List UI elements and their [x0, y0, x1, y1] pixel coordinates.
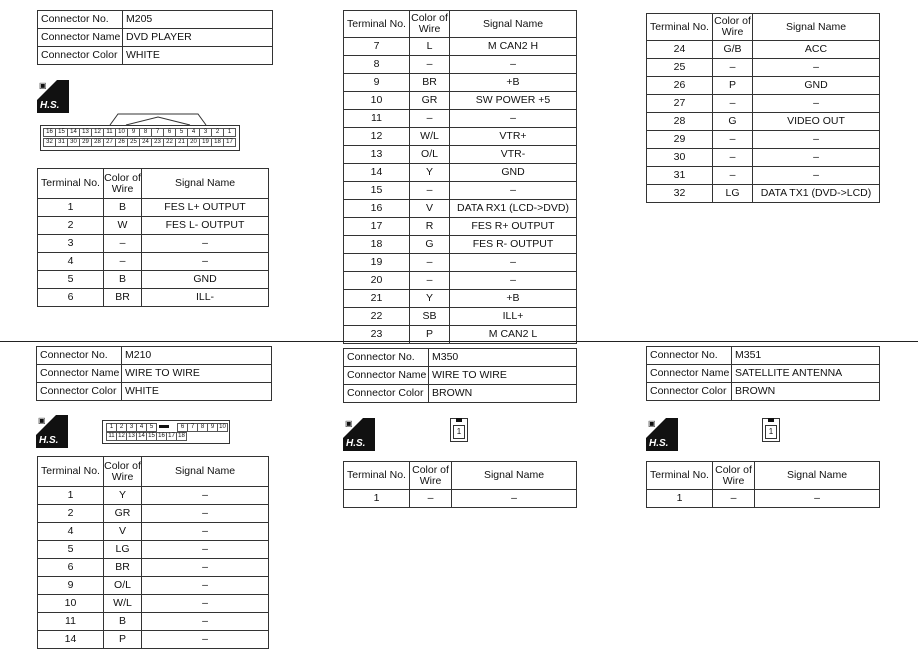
table-row — [38, 505, 269, 523]
terminal-no-cell: 10 — [344, 92, 410, 110]
terminal-no-cell: 3 — [38, 235, 104, 253]
wire-color-cell: – — [104, 235, 142, 253]
connector-pin: 14 — [136, 432, 147, 441]
info-row: Connector Color WHITE — [37, 383, 272, 401]
table-row — [38, 577, 269, 595]
table-row — [38, 271, 269, 289]
connector-pin: 6 — [177, 423, 188, 432]
car-icon: ▣ — [648, 419, 656, 428]
signal-name-cell: ILL+ — [450, 308, 577, 326]
terminal-no-cell: 11 — [344, 110, 410, 128]
terminal-no-cell: 20 — [344, 272, 410, 290]
wire-color-cell: W/L — [410, 128, 450, 146]
signal-name-cell: FES R- OUTPUT — [450, 236, 577, 254]
table-row — [38, 523, 269, 541]
car-icon: ▣ — [345, 419, 353, 428]
wire-color-cell: – — [713, 131, 753, 149]
terminal-no-cell: 29 — [647, 131, 713, 149]
terminal-no-cell: 31 — [647, 167, 713, 185]
connector-pin: 25 — [127, 138, 140, 147]
wire-color-cell: W/L — [104, 595, 142, 613]
table-row — [647, 77, 880, 95]
signal-name-cell: – — [450, 56, 577, 74]
connector-pin: 32 — [43, 138, 56, 147]
table-row — [344, 128, 577, 146]
table-row — [344, 236, 577, 254]
signal-name-cell: – — [755, 490, 880, 508]
signal-name-cell: – — [450, 110, 577, 128]
m210-connector-face — [102, 420, 230, 444]
connector-pin: 22 — [163, 138, 176, 147]
terminal-no-cell: 22 — [344, 308, 410, 326]
terminal-no-cell: 28 — [647, 113, 713, 131]
terminal-no-cell: 21 — [344, 290, 410, 308]
wire-color-cell: P — [104, 631, 142, 649]
connector-pin: 27 — [103, 138, 116, 147]
signal-name-cell: GND — [142, 271, 269, 289]
terminal-no-cell: 6 — [38, 559, 104, 577]
connector-pin: 9 — [127, 128, 140, 137]
connector-pin: 19 — [199, 138, 212, 147]
terminal-no-cell: 5 — [38, 541, 104, 559]
m210-info-table — [36, 346, 272, 401]
signal-name-cell: – — [450, 182, 577, 200]
terminal-no-cell: 1 — [344, 490, 410, 508]
table-row — [38, 631, 269, 649]
m351-connector-face — [762, 418, 780, 442]
wire-color-cell: B — [104, 271, 142, 289]
table-row — [38, 487, 269, 505]
connector-pin: 16 — [156, 432, 167, 441]
connector-pin: 13 — [126, 432, 137, 441]
info-row: Connector Color BROWN — [647, 383, 880, 401]
connector-pin: 11 — [106, 432, 117, 441]
wire-color-cell: R — [410, 218, 450, 236]
table-row — [344, 74, 577, 92]
hs-icon: ▣ H.S. — [37, 80, 69, 113]
wire-color-cell: – — [713, 490, 755, 508]
info-row: Connector Color WHITE — [38, 47, 273, 65]
key-mark-icon — [456, 418, 462, 422]
terminal-no-cell: 4 — [38, 523, 104, 541]
connector-pin: 28 — [91, 138, 104, 147]
wire-color-cell: V — [104, 523, 142, 541]
signal-name-cell: GND — [753, 77, 880, 95]
connector-pin: 30 — [67, 138, 80, 147]
terminal-no-cell: 4 — [38, 253, 104, 271]
terminal-no-cell: 32 — [647, 185, 713, 203]
m205-terminal-table-1 — [37, 168, 269, 307]
connector-pin: 24 — [139, 138, 152, 147]
connector-pin: 15 — [146, 432, 157, 441]
wire-color-cell: W — [104, 217, 142, 235]
wire-color-cell: BR — [410, 74, 450, 92]
connector-pin: 20 — [187, 138, 200, 147]
table-row — [344, 254, 577, 272]
pin-label: 1 — [453, 425, 465, 439]
signal-name-cell: – — [142, 253, 269, 271]
signal-name-cell: FES L+ OUTPUT — [142, 199, 269, 217]
table-row — [38, 235, 269, 253]
m351-info-table — [646, 346, 880, 401]
wire-color-cell: LG — [713, 185, 753, 203]
connector-pin: 15 — [55, 128, 68, 137]
connector-pin: 12 — [116, 432, 127, 441]
table-row — [344, 146, 577, 164]
table-header: Terminal No. Color of Wire Signal Name — [38, 457, 269, 487]
terminal-no-cell: 30 — [647, 149, 713, 167]
connector-pin: 9 — [207, 423, 218, 432]
connector-pin: 29 — [79, 138, 92, 147]
wire-color-cell: P — [410, 326, 450, 344]
terminal-no-cell: 18 — [344, 236, 410, 254]
info-row: Connector No. M350 — [344, 349, 577, 367]
terminal-no-cell: 15 — [344, 182, 410, 200]
hs-icon: ▣ H.S. — [343, 418, 375, 451]
table-row — [38, 289, 269, 307]
terminal-no-cell: 19 — [344, 254, 410, 272]
m205-connector-face — [40, 112, 240, 152]
connector-pin: 8 — [139, 128, 152, 137]
table-row — [647, 490, 880, 508]
connector-pin: 31 — [55, 138, 68, 147]
signal-name-cell: VIDEO OUT — [753, 113, 880, 131]
terminal-no-cell: 1 — [647, 490, 713, 508]
wire-color-cell: – — [713, 149, 753, 167]
connector-pin: 21 — [175, 138, 188, 147]
table-row — [344, 92, 577, 110]
signal-name-cell: – — [450, 272, 577, 290]
terminal-no-cell: 9 — [38, 577, 104, 595]
table-row — [344, 38, 577, 56]
wire-color-cell: P — [713, 77, 753, 95]
terminal-no-cell: 26 — [647, 77, 713, 95]
table-header: Terminal No. Color of Wire Signal Name — [647, 14, 880, 41]
car-icon: ▣ — [39, 81, 47, 90]
info-row: Connector Name DVD PLAYER — [38, 29, 273, 47]
wire-color-cell: – — [713, 59, 753, 77]
wire-color-cell: – — [410, 272, 450, 290]
wire-color-cell: BR — [104, 289, 142, 307]
m350-connector-face — [450, 418, 468, 442]
table-row — [38, 199, 269, 217]
terminal-no-cell: 6 — [38, 289, 104, 307]
signal-name-cell: – — [450, 254, 577, 272]
signal-name-cell: – — [142, 541, 269, 559]
info-row: Connector Name WIRE TO WIRE — [344, 367, 577, 385]
terminal-no-cell: 13 — [344, 146, 410, 164]
m350-info-table — [343, 348, 577, 403]
connector-pin: 18 — [176, 432, 187, 441]
wire-color-cell: G — [713, 113, 753, 131]
wire-color-cell: – — [104, 253, 142, 271]
signal-name-cell: – — [142, 505, 269, 523]
terminal-no-cell: 14 — [344, 164, 410, 182]
wire-color-cell: Y — [410, 164, 450, 182]
terminal-no-cell: 11 — [38, 613, 104, 631]
signal-name-cell: M CAN2 H — [450, 38, 577, 56]
wire-color-cell: GR — [104, 505, 142, 523]
connector-pin: 26 — [115, 138, 128, 147]
wire-color-cell: – — [713, 95, 753, 113]
signal-name-cell: – — [753, 167, 880, 185]
table-row — [38, 613, 269, 631]
wire-color-cell: – — [410, 490, 452, 508]
connector-pin: 4 — [187, 128, 200, 137]
table-row — [344, 490, 577, 508]
terminal-no-cell: 16 — [344, 200, 410, 218]
signal-name-cell: – — [142, 595, 269, 613]
signal-name-cell: ILL- — [142, 289, 269, 307]
wire-color-cell: V — [410, 200, 450, 218]
wire-color-cell: – — [410, 110, 450, 128]
signal-name-cell: +B — [450, 74, 577, 92]
table-row — [38, 559, 269, 577]
signal-name-cell: – — [142, 631, 269, 649]
terminal-no-cell: 14 — [38, 631, 104, 649]
connector-pin: 4 — [136, 423, 147, 432]
terminal-no-cell: 1 — [38, 487, 104, 505]
table-row — [647, 113, 880, 131]
signal-name-cell: – — [142, 487, 269, 505]
info-row: Connector Name WIRE TO WIRE — [37, 365, 272, 383]
wire-color-cell: O/L — [410, 146, 450, 164]
table-row — [647, 59, 880, 77]
table-row — [344, 56, 577, 74]
connector-pin: 5 — [175, 128, 188, 137]
table-row — [344, 308, 577, 326]
connector-pin: 7 — [151, 128, 164, 137]
signal-name-cell: – — [753, 59, 880, 77]
connector-pin: 3 — [126, 423, 137, 432]
terminal-no-cell: 27 — [647, 95, 713, 113]
connector-pin: 17 — [223, 138, 236, 147]
table-row — [647, 185, 880, 203]
table-header: Terminal No. Color of Wire Signal Name — [344, 462, 577, 490]
car-icon: ▣ — [38, 416, 46, 425]
wire-color-cell: GR — [410, 92, 450, 110]
pin-label: 1 — [765, 425, 777, 439]
hs-icon: ▣ H.S. — [36, 415, 68, 448]
info-row: Connector No. M210 — [37, 347, 272, 365]
table-row — [647, 131, 880, 149]
terminal-no-cell: 25 — [647, 59, 713, 77]
wire-color-cell: B — [104, 613, 142, 631]
table-row — [344, 110, 577, 128]
wire-color-cell: O/L — [104, 577, 142, 595]
signal-name-cell: SW POWER +5 — [450, 92, 577, 110]
connector-pin: 23 — [151, 138, 164, 147]
signal-name-cell: – — [142, 613, 269, 631]
wire-color-cell: – — [410, 254, 450, 272]
wire-color-cell: SB — [410, 308, 450, 326]
connector-pin: 5 — [146, 423, 157, 432]
table-header: Terminal No. Color of Wire Signal Name — [647, 462, 880, 490]
info-row: Connector Name SATELLITE ANTENNA — [647, 365, 880, 383]
wire-color-cell: G — [410, 236, 450, 254]
table-row — [647, 167, 880, 185]
m351-terminal-table — [646, 461, 880, 508]
signal-name-cell: – — [753, 149, 880, 167]
table-row — [38, 541, 269, 559]
connector-pin: 16 — [43, 128, 56, 137]
table-row — [344, 290, 577, 308]
terminal-no-cell: 23 — [344, 326, 410, 344]
terminal-no-cell: 9 — [344, 74, 410, 92]
connector-pin: 14 — [67, 128, 80, 137]
terminal-no-cell: 24 — [647, 41, 713, 59]
table-row — [344, 200, 577, 218]
connector-pin: 1 — [223, 128, 236, 137]
signal-name-cell: – — [753, 95, 880, 113]
connector-pin: 2 — [211, 128, 224, 137]
table-header: Terminal No. Color of Wire Signal Name — [344, 11, 577, 38]
signal-name-cell: FES L- OUTPUT — [142, 217, 269, 235]
signal-name-cell: – — [142, 577, 269, 595]
wire-color-cell: L — [410, 38, 450, 56]
connector-pin: 17 — [166, 432, 177, 441]
table-row — [647, 149, 880, 167]
signal-name-cell: – — [142, 523, 269, 541]
wire-color-cell: B — [104, 199, 142, 217]
table-row — [647, 41, 880, 59]
key-mark-icon — [768, 418, 774, 422]
section-divider — [0, 341, 918, 342]
m210-terminal-table — [37, 456, 269, 649]
wire-color-cell: – — [410, 56, 450, 74]
signal-name-cell: – — [142, 559, 269, 577]
m350-terminal-table — [343, 461, 577, 508]
terminal-no-cell: 10 — [38, 595, 104, 613]
signal-name-cell: DATA TX1 (DVD->LCD) — [753, 185, 880, 203]
signal-name-cell: – — [452, 490, 577, 508]
signal-name-cell: FES R+ OUTPUT — [450, 218, 577, 236]
wire-color-cell: – — [713, 167, 753, 185]
signal-name-cell: ACC — [753, 41, 880, 59]
key-mark-icon — [159, 425, 169, 428]
table-row — [344, 218, 577, 236]
m205-info-table — [37, 10, 273, 65]
signal-name-cell: – — [753, 131, 880, 149]
signal-name-cell: GND — [450, 164, 577, 182]
terminal-no-cell: 7 — [344, 38, 410, 56]
signal-name-cell: VTR- — [450, 146, 577, 164]
terminal-no-cell: 2 — [38, 217, 104, 235]
m205-terminal-table-2 — [343, 10, 577, 344]
table-row — [38, 253, 269, 271]
m205-terminal-table-3 — [646, 13, 880, 203]
wire-color-cell: Y — [410, 290, 450, 308]
info-row: Connector No. M205 — [38, 11, 273, 29]
table-row — [344, 272, 577, 290]
terminal-no-cell: 2 — [38, 505, 104, 523]
connector-pin: 2 — [116, 423, 127, 432]
table-row — [344, 182, 577, 200]
table-row — [38, 595, 269, 613]
terminal-no-cell: 12 — [344, 128, 410, 146]
terminal-no-cell: 8 — [344, 56, 410, 74]
connector-pin: 3 — [199, 128, 212, 137]
connector-pin: 18 — [211, 138, 224, 147]
connector-pin: 8 — [197, 423, 208, 432]
connector-pin: 1 — [106, 423, 117, 432]
signal-name-cell: – — [142, 235, 269, 253]
signal-name-cell: DATA RX1 (LCD->DVD) — [450, 200, 577, 218]
wire-color-cell: BR — [104, 559, 142, 577]
terminal-no-cell: 5 — [38, 271, 104, 289]
connector-pin: 12 — [91, 128, 104, 137]
table-row — [344, 164, 577, 182]
signal-name-cell: VTR+ — [450, 128, 577, 146]
connector-pin: 11 — [103, 128, 116, 137]
terminal-no-cell: 17 — [344, 218, 410, 236]
connector-pin: 10 — [115, 128, 128, 137]
info-row: Connector Color BROWN — [344, 385, 577, 403]
connector-pin: 13 — [79, 128, 92, 137]
connector-pin: 10 — [217, 423, 228, 432]
connector-pin: 6 — [163, 128, 176, 137]
signal-name-cell: +B — [450, 290, 577, 308]
wire-color-cell: – — [410, 182, 450, 200]
wire-color-cell: Y — [104, 487, 142, 505]
table-header: Terminal No. Color of Wire Signal Name — [38, 169, 269, 199]
terminal-no-cell: 1 — [38, 199, 104, 217]
hs-icon: ▣ H.S. — [646, 418, 678, 451]
wire-color-cell: LG — [104, 541, 142, 559]
connector-pin: 7 — [187, 423, 198, 432]
info-row: Connector No. M351 — [647, 347, 880, 365]
table-row — [38, 217, 269, 235]
table-row — [647, 95, 880, 113]
wire-color-cell: G/B — [713, 41, 753, 59]
signal-name-cell: M CAN2 L — [450, 326, 577, 344]
